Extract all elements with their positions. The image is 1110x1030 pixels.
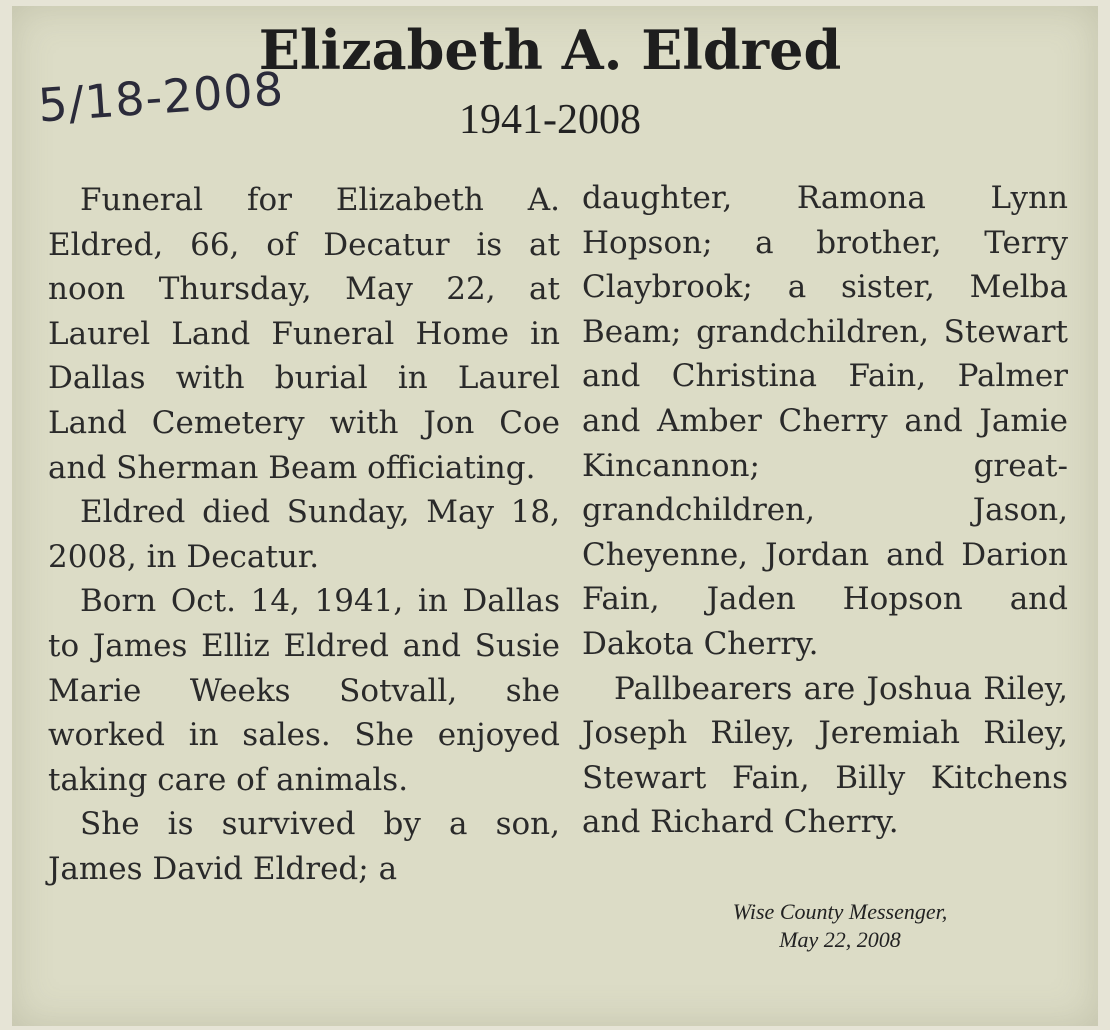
- paragraph-survivors-cont: daughter, Ramona Lynn Hopson; a brother, Terry Claybrook; a sister, Melba Beam; grandchildren, Stewart and Christina Fain, Palmer and Amber Cherry and Jamie Kincannon; great-grandchildren, Jason, Cheyenne, Jordan and Darion Fain, Jaden Hopson and Dakota Cherry.: [582, 180, 1068, 662]
- paragraph-funeral: Funeral for Elizabeth A. Eldred, 66, of Decatur is at noon Thursday, May 22, at Laurel Land Funeral Home in Dallas with burial in Laurel Land Cemetery with Jon Coe and Sherman Beam officiating.: [48, 182, 560, 486]
- left-column: [48, 178, 560, 892]
- handwritten-date: 5/18-2008: [36, 61, 286, 133]
- publication-credit: [640, 898, 1040, 954]
- paragraph-death: Eldred died Sunday, May 18, 2008, in Decatur.: [48, 494, 560, 575]
- right-column: [582, 176, 1068, 845]
- paragraph-pallbearers: Pallbearers are Joshua Riley, Joseph Riley, Jeremiah Riley, Stewart Fain, Billy Kitchens and Richard Cherry.: [582, 670, 1068, 841]
- credit-source: Wise County Messenger,: [732, 899, 948, 924]
- obituary-years: 1941-2008: [459, 97, 641, 143]
- obituary-headline: Elizabeth A. Eldred: [258, 18, 842, 82]
- credit-date: May 22, 2008: [779, 927, 901, 952]
- paragraph-survivors-start: She is survived by a son, James David Eldred; a: [48, 806, 560, 887]
- paragraph-birth: Born Oct. 14, 1941, in Dallas to James Elliz Eldred and Susie Marie Weeks Sotvall, she worked in sales. She enjoyed taking care of animals.: [48, 583, 560, 798]
